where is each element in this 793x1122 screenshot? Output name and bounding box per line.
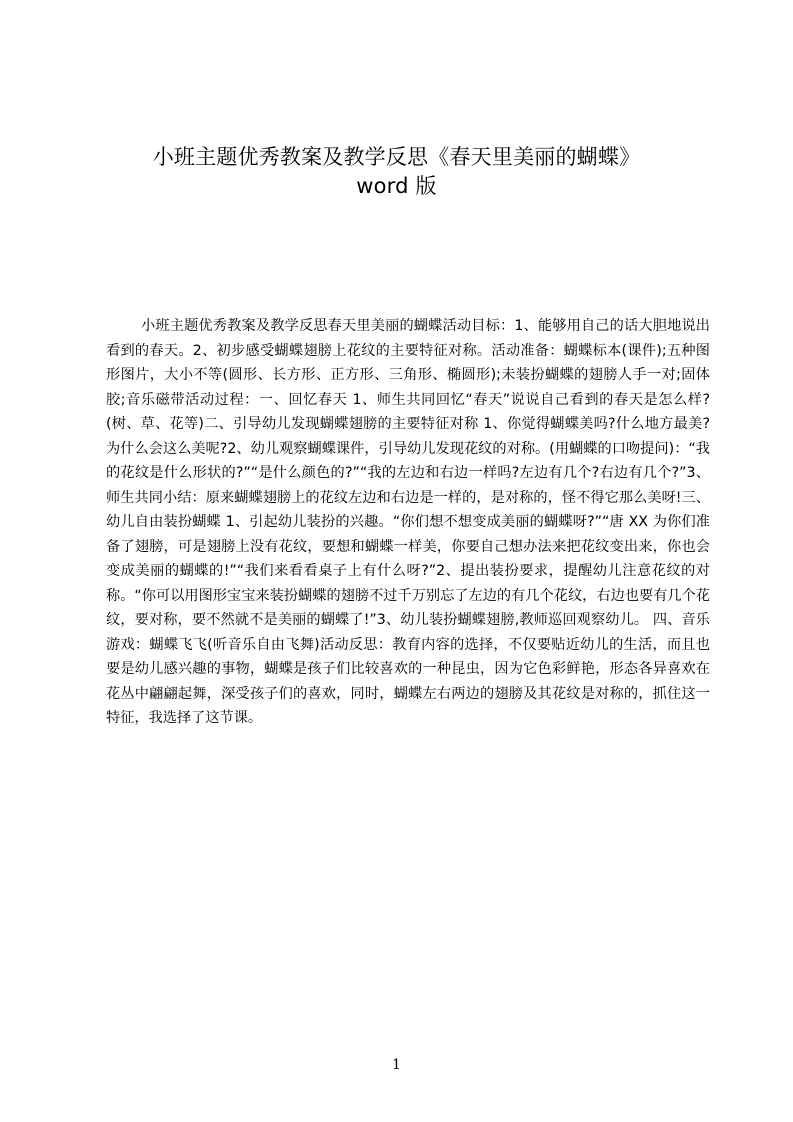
title-line-1: 小班主题优秀教案及教学反思《春天里美丽的蝴蝶》 — [152, 145, 641, 169]
title-line-2: word 版 — [356, 174, 437, 198]
document-title — [100, 143, 693, 201]
body-paragraph: 小班主题优秀教案及教学反思春天里美丽的蝴蝶活动目标：1、能够用自己的话大胆地说出看到的春天。2、初步感受蝴蝶翅膀上花纹的主要特征对称。活动准备：蝴蝶标本(课件);五种图形图片，大小不等(圆形、长方形、正方形、三角形、椭圆形);未装扮蝴蝶的翅膀人手一对;固体胶;音乐磁带活动过程：一、回忆春天 1、师生共同回忆“春天”说说自己看到的春天是怎么样?(树、草、花等)二、引导幼儿发现蝴蝶翅膀的主要特征对称 1、你觉得蝴蝶美吗?什么地方最美?为什么会这么美呢?2、幼儿观察蝴蝶课件，引导幼儿发现花纹的对称。(用蝴蝶的口吻提问)：“我的花纹是什么形状的?”“是什么颜色的?”“我的左边和右边一样吗?左边有几个?右边有几个?”3、师生共同小结：原来蝴蝶翅膀上的花纹左边和右边是一样的，是对称的，怪不得它那么美呀!三、幼儿自由装扮蝴蝶 1、引起幼儿装扮的兴趣。“你们想不想变成美丽的蝴蝶呀?”“唐 XX 为你们准备了翅膀，可是翅膀上没有花纹，要想和蝴蝶一样美，你要自己想办法来把花纹变出来，你也会变成美丽的蝴蝶的!”“我们来看看桌子上有什么呀?”2、提出装扮要求，提醒幼儿注意花纹的对称。“你可以用图形宝宝来装扮蝴蝶的翅膀不过千万别忘了左边的有几个花纹，右边也要有几个花纹，要对称，要不然就不是美丽的蝴蝶了!”3、幼儿装扮蝴蝶翅膀,教师巡回观察幼儿。 四、音乐游戏：蝴蝶飞飞(听音乐自由飞舞)活动反思：教育内容的选择，不仅要贴近幼儿的生活，而且也要是幼儿感兴趣的事物，蝴蝶是孩子们比较喜欢的一种昆虫，因为它色彩鲜艳，形态各异喜欢在花丛中翩翩起舞，深受孩子们的喜欢，同时，蝴蝶左右两边的翅膀及其花纹是对称的，抓住这一特征，我选择了这节课。 — [106, 318, 710, 726]
page-number: 1 — [392, 1057, 401, 1073]
